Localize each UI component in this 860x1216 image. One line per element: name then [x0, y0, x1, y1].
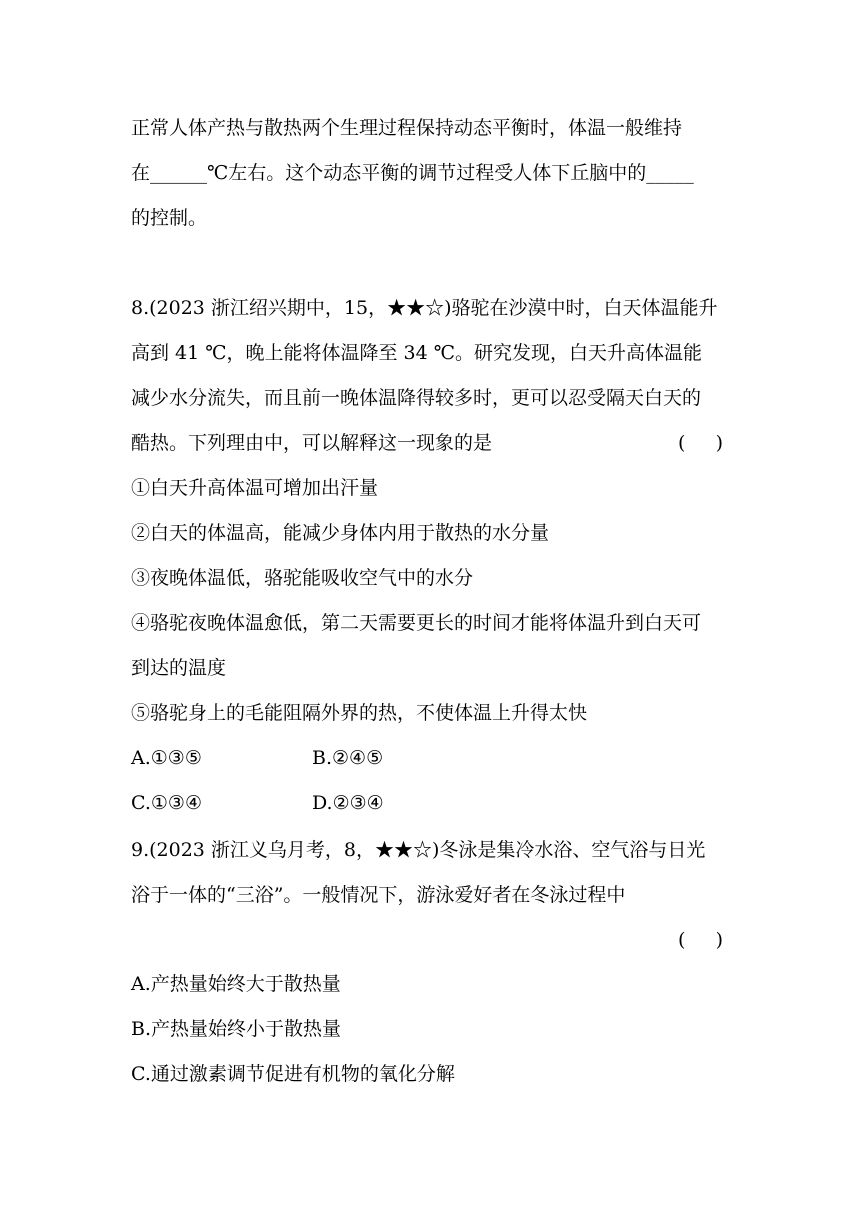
intro-line-2: 在______℃左右。这个动态平衡的调节过程受人体下丘脑中的_____: [131, 162, 694, 184]
q9-option-c: C.通过激素调节促进有机物的氧化分解: [131, 1063, 455, 1085]
intro-line-1: 正常人体产热与散热两个生理过程保持动态平衡时，体温一般维持: [131, 117, 683, 139]
q8-stem-line-4: 酷热。下列理由中，可以解释这一现象的是: [131, 432, 493, 454]
q8-statement-4-cont: 到达的温度: [131, 657, 227, 679]
intro-line-3: 的控制。: [131, 207, 208, 229]
q8-statement-1: ①白天升高体温可增加出汗量: [131, 477, 379, 499]
q9-option-b: B.产热量始终小于散热量: [131, 1018, 342, 1040]
q9-answer-parentheses: ( ): [678, 929, 724, 951]
q8-statement-3: ③夜晚体温低，骆驼能吸收空气中的水分: [131, 567, 474, 589]
q8-option-c: C.①③④: [131, 792, 202, 814]
q8-option-b: B.②④⑤: [312, 747, 384, 769]
q8-stem-line-2: 高到 41 ℃，晚上能将体温降至 34 ℃。研究发现，白天升高体温能: [131, 342, 703, 364]
q8-stem-line-3: 减少水分流失，而且前一晚体温降得较多时，更可以忍受隔天白天的: [131, 387, 702, 409]
q8-option-d: D.②③④: [312, 792, 384, 814]
q8-option-a: A.①③⑤: [131, 747, 202, 769]
q8-statement-5: ⑤骆驼身上的毛能阻隔外界的热，不使体温上升得太快: [131, 702, 588, 724]
q9-option-a: A.产热量始终大于散热量: [131, 973, 341, 995]
q8-statement-2: ②白天的体温高，能减少身体内用于散热的水分量: [131, 522, 550, 544]
q8-statement-4: ④骆驼夜晚体温愈低，第二天需要更长的时间才能将体温升到白天可: [131, 612, 702, 634]
q9-stem-line-2: 浴于一体的“三浴”。一般情况下，游泳爱好者在冬泳过程中: [131, 884, 626, 906]
q8-answer-parentheses: ( ): [678, 432, 724, 454]
q8-stem-line-1: 8.(2023 浙江绍兴期中，15，★★☆)骆驼在沙漠中时，白天体温能升: [131, 297, 718, 319]
q9-stem-line-1: 9.(2023 浙江义乌月考，8，★★☆)冬泳是集冷水浴、空气浴与日光: [131, 839, 706, 861]
